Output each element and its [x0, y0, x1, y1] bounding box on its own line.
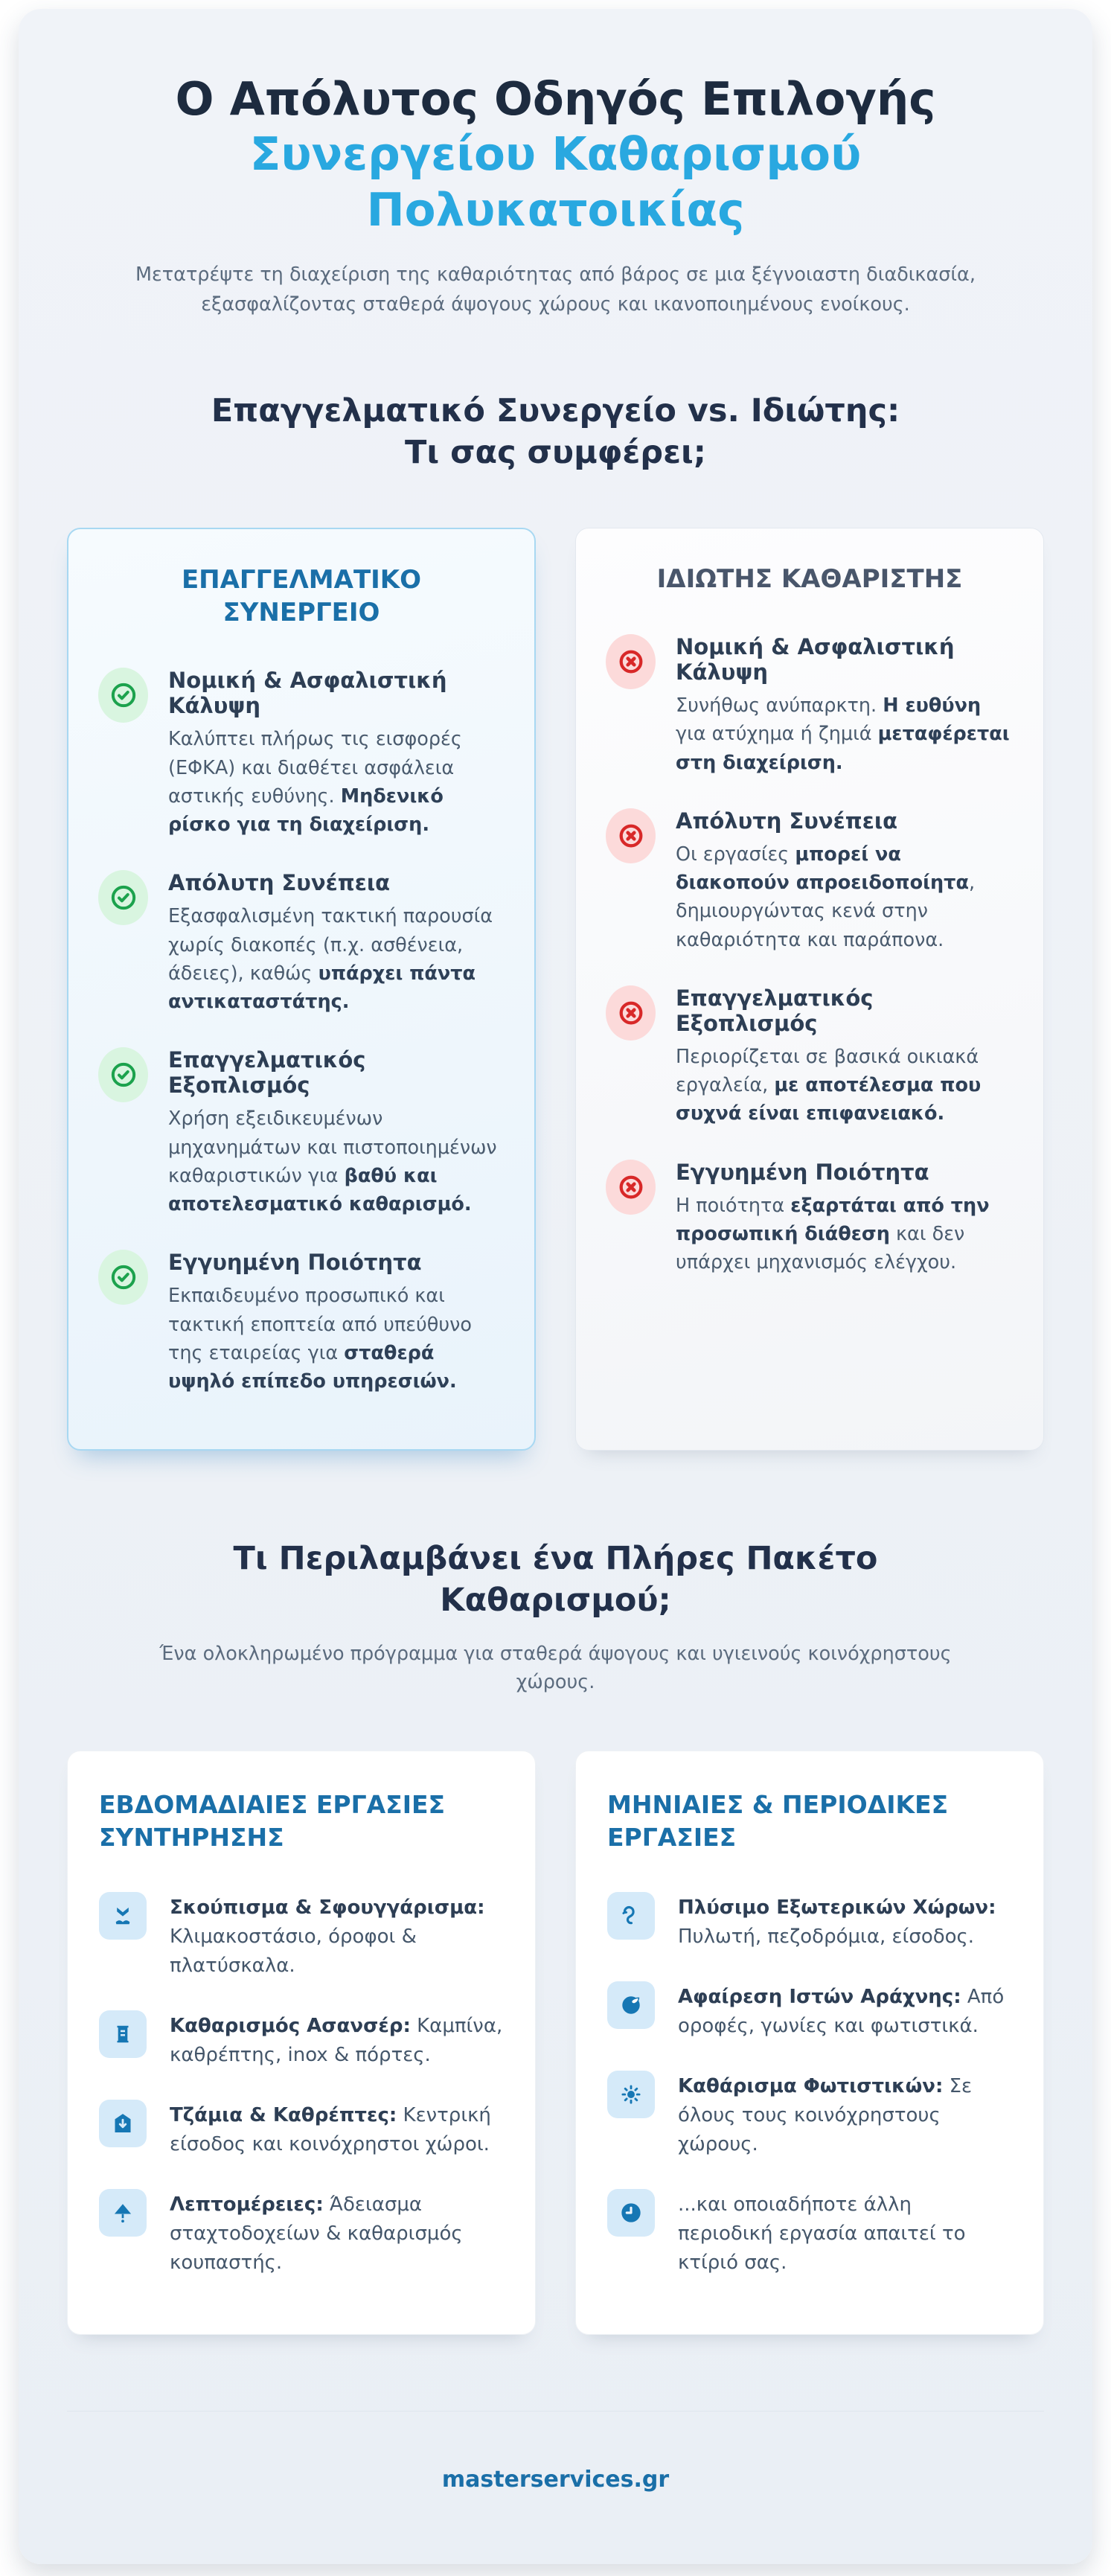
private-cleaner-list [606, 634, 1014, 1276]
hose-icon [607, 1892, 655, 1940]
item-title: Εγγυημένη Ποιότητα [168, 1250, 422, 1276]
page-title-accent: Συνεργείου Καθαρισμού Πολυκατοικίας [249, 128, 862, 237]
comparison-row [67, 528, 1044, 1451]
weekly-tasks-card [67, 1751, 536, 2335]
page-title [154, 72, 958, 238]
package-subtitle: Ένα ολοκληρωμένο πρόγραμμα για σταθερά άψογους και υγιεινούς κοινόχρηστους χώρους. [159, 1643, 952, 1694]
item-title: Νομική & Ασφαλιστική Κάλυψη [168, 668, 447, 719]
monthly-tasks-card [575, 1751, 1044, 2335]
item-title: Απόλυτη Συνέπεια [168, 870, 391, 896]
item-description: Οι εργασίες μπορεί να διακοπούν απροειδοποίητα, δημιουργώντας κενά στην καθαριότητα και παράπονα. [676, 843, 976, 951]
cobweb-icon [607, 1981, 655, 2029]
weekly-tasks-title: ΕΒΔΟΜΑΔΙΑΙΕΣ ΕΡΓΑΣΙΕΣ ΣΥΝΤΗΡΗΣΗΣ [99, 1789, 446, 1853]
infographic-page [19, 9, 1092, 2564]
x-circle-icon [606, 808, 656, 863]
task-item [99, 2010, 504, 2070]
advantage-item [98, 870, 505, 1016]
page-title-dark: Ο Απόλυτος Οδηγός Επιλογής [175, 73, 936, 126]
disadvantage-item [606, 985, 1014, 1128]
entrance-icon [99, 2100, 147, 2147]
item-description: Καλύπτει πλήρως τις εισφορές (ΕΦΚΑ) και διαθέτει ασφάλεια αστικής ευθύνης. Μηδενικό ρίσκο για τη διαχείριση. [168, 728, 462, 837]
disadvantage-item [606, 808, 1014, 954]
monthly-tasks-title: ΜΗΝΙΑΙΕΣ & ΠΕΡΙΟΔΙΚΕΣ ΕΡΓΑΣΙΕΣ [607, 1789, 949, 1853]
weekly-tasks-list [99, 1892, 504, 2278]
broom-icon [99, 1892, 147, 1940]
task-description: Σκούπισμα & Σφουγγάρισμα: Κλιμακοστάσιο, όροφοι & πλατύσκαλα. [170, 1896, 485, 1977]
comparison-heading: Επαγγελματικό Συνεργείο vs. Ιδιώτης: Τι σας συμφέρει; [211, 392, 900, 472]
task-item [607, 1892, 1012, 1952]
task-description: Καθάρισμα Φωτιστικών: Σε όλους τους κοινόχρηστους χώρους. [678, 2074, 973, 2155]
details-icon [99, 2189, 147, 2237]
check-circle-icon [98, 1047, 148, 1102]
item-description: Εξασφαλισμένη τακτική παρουσία χωρίς διακοπές (π.χ. ασθένεια, άδειες), καθώς υπάρχει πάντα αντικαταστάτης. [168, 905, 493, 1014]
package-heading: Τι Περιλαμβάνει ένα Πλήρες Πακέτο Καθαρισμού; [233, 1540, 878, 1620]
item-title: Εγγυημένη Ποιότητα [676, 1159, 929, 1185]
item-description: Εκπαιδευμένο προσωπικό και τακτική εποπτεία από υπεύθυνο της εταιρείας για σταθερά υψηλό επίπεδο υπηρεσιών. [168, 1285, 472, 1393]
advantage-item [98, 668, 505, 839]
task-description: Τζάμια & Καθρέπτες: Κεντρική είσοδος και κοινόχρηστοι χώροι. [170, 2103, 491, 2155]
item-description: Χρήση εξειδικευμένων μηχανημάτων και πιστοποιημένων καθαριστικών για βαθύ και αποτελεσματικό καθαρισμό. [168, 1108, 497, 1216]
task-description: Λεπτομέρειες: Άδειασμα σταχτοδοχείων & καθαρισμός κουπαστής. [170, 2193, 463, 2274]
task-item [99, 2100, 504, 2159]
advantage-item [98, 1250, 505, 1396]
check-circle-icon [98, 870, 148, 925]
task-item [99, 2189, 504, 2278]
item-title: Επαγγελματικός Εξοπλισμός [676, 985, 874, 1036]
elevator-icon [99, 2010, 147, 2058]
footer-site-link[interactable]: masterservices.gr [441, 2466, 670, 2493]
disadvantage-item [606, 634, 1014, 777]
check-circle-icon [98, 1250, 148, 1305]
item-description: Συνήθως ανύπαρκτη. Η ευθύνη για ατύχημα ή ζημιά μεταφέρεται στη διαχείριση. [676, 694, 1010, 774]
task-item [607, 2071, 1012, 2159]
task-description: Πλύσιμο Εξωτερικών Χώρων: Πυλωτή, πεζοδρόμια, είσοδος. [678, 1896, 996, 1948]
page-subtitle: Μετατρέψτε τη διαχείριση της καθαριότητας από βάρος σε μια ξέγνοιαστη διαδικασία, εξασφαλίζοντας σταθερά άψογους χώρους και ικανοποιημένους ενοίκους. [135, 263, 976, 316]
monthly-tasks-list [607, 1892, 1012, 2278]
item-description: Περιορίζεται σε βασικά οικιακά εργαλεία, με αποτέλεσμα που συχνά είναι επιφανειακό. [676, 1045, 982, 1125]
task-item [607, 1981, 1012, 2041]
sun-icon [607, 2071, 655, 2118]
task-description: ...και οποιαδήποτε άλλη περιοδική εργασία απαιτεί το κτίριό σας. [678, 2193, 966, 2274]
task-item [607, 2189, 1012, 2278]
professional-crew-title: ΕΠΑΓΓΕΛΜΑΤΙΚΟ ΣΥΝΕΡΓΕΙΟ [181, 565, 422, 628]
item-title: Απόλυτη Συνέπεια [676, 808, 898, 834]
private-cleaner-card [575, 528, 1044, 1451]
x-circle-icon [606, 1160, 656, 1215]
clock-icon [607, 2189, 655, 2237]
item-title: Νομική & Ασφαλιστική Κάλυψη [676, 634, 955, 685]
disadvantage-item [606, 1160, 1014, 1277]
task-description: Αφαίρεση Ιστών Αράχνης: Από οροφές, γωνίες και φωτιστικά. [678, 1985, 1005, 2037]
professional-crew-card [67, 528, 536, 1451]
footer [48, 2412, 1063, 2564]
check-circle-icon [98, 668, 148, 723]
professional-crew-list [98, 668, 505, 1396]
item-title: Επαγγελματικός Εξοπλισμός [168, 1047, 366, 1099]
package-row [67, 1751, 1044, 2335]
task-description: Καθαρισμός Ασανσέρ: Καμπίνα, καθρέπτης, inox & πόρτες. [170, 2014, 503, 2066]
x-circle-icon [606, 985, 656, 1041]
x-circle-icon [606, 634, 656, 689]
item-description: Η ποιότητα εξαρτάται από την προσωπική διάθεση και δεν υπάρχει μηχανισμός ελέγχου. [676, 1194, 990, 1274]
advantage-item [98, 1047, 505, 1218]
private-cleaner-title: ΙΔΙΩΤΗΣ ΚΑΘΑΡΙΣΤΗΣ [656, 564, 963, 595]
